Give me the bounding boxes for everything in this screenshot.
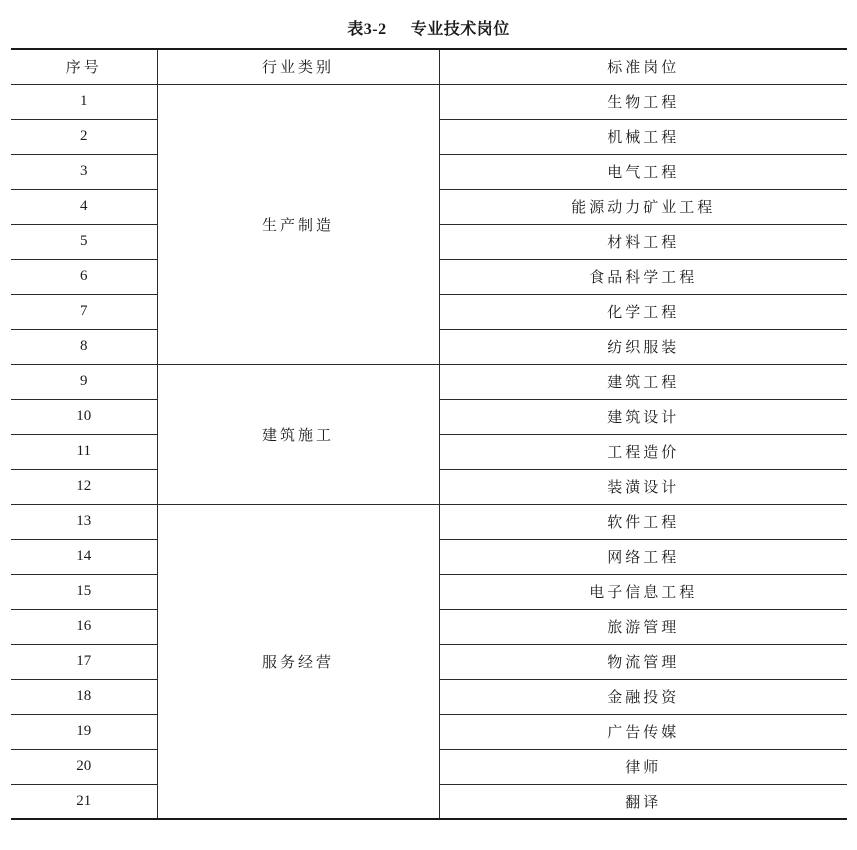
standard-position-cell: 机械工程 bbox=[439, 119, 847, 154]
table-caption-number: 表3-2 bbox=[347, 21, 387, 38]
standard-position-cell: 网络工程 bbox=[439, 539, 847, 574]
row-index-cell: 15 bbox=[11, 574, 157, 609]
row-index-cell: 17 bbox=[11, 644, 157, 679]
standard-position-cell: 物流管理 bbox=[439, 644, 847, 679]
row-index-cell: 3 bbox=[11, 154, 157, 189]
column-header-index: 序号 bbox=[11, 49, 157, 84]
row-index-cell: 16 bbox=[11, 609, 157, 644]
row-index-cell: 10 bbox=[11, 399, 157, 434]
row-index-cell: 8 bbox=[11, 329, 157, 364]
row-index-cell: 1 bbox=[11, 84, 157, 119]
standard-position-cell: 翻译 bbox=[625, 792, 662, 811]
table-row bbox=[11, 364, 847, 399]
table-caption-title: 专业技术岗位 bbox=[410, 19, 510, 38]
table-row bbox=[11, 84, 847, 119]
row-index-cell: 6 bbox=[11, 259, 157, 294]
standard-position-cell: 律师 bbox=[439, 749, 847, 784]
row-index-cell: 14 bbox=[11, 539, 157, 574]
standard-position-cell: 电子信息工程 bbox=[439, 574, 847, 609]
column-header-industry: 行业类别 bbox=[157, 49, 439, 84]
standard-position-cell: 金融投资 bbox=[439, 679, 847, 714]
industry-category-cell: 服务经营 bbox=[157, 504, 439, 819]
row-index-cell: 21 bbox=[11, 784, 157, 819]
positions-table bbox=[11, 48, 847, 820]
row-index-cell: 7 bbox=[11, 294, 157, 329]
standard-position-cell: 建筑工程 bbox=[439, 364, 847, 399]
row-index-cell: 20 bbox=[11, 749, 157, 784]
standard-position-cell: 生物工程 bbox=[439, 84, 847, 119]
row-index-cell: 9 bbox=[11, 364, 157, 399]
row-index-cell: 19 bbox=[11, 714, 157, 749]
standard-position-cell: 旅游管理 bbox=[439, 609, 847, 644]
row-index-cell: 4 bbox=[11, 189, 157, 224]
table-row bbox=[11, 504, 847, 539]
standard-position-cell: 纺织服装 bbox=[439, 329, 847, 364]
row-index-cell: 13 bbox=[11, 504, 157, 539]
table-header-row bbox=[11, 49, 847, 84]
standard-position-cell: 食品科学工程 bbox=[439, 259, 847, 294]
standard-position-cell: 材料工程 bbox=[439, 224, 847, 259]
standard-position-cell: 化学工程 bbox=[439, 294, 847, 329]
row-index-cell: 11 bbox=[11, 434, 157, 469]
row-index-cell: 5 bbox=[11, 224, 157, 259]
standard-position-cell: 工程造价 bbox=[439, 434, 847, 469]
standard-position-cell: 软件工程 bbox=[439, 504, 847, 539]
row-index-cell: 18 bbox=[11, 679, 157, 714]
standard-position-cell: 装潢设计 bbox=[439, 469, 847, 504]
row-index-cell: 12 bbox=[11, 469, 157, 504]
industry-category-cell: 生产制造 bbox=[157, 84, 439, 364]
standard-position-cell: 电气工程 bbox=[439, 154, 847, 189]
table-body bbox=[11, 84, 847, 819]
table-caption bbox=[0, 14, 857, 44]
standard-position-cell: 能源动力矿业工程 bbox=[439, 189, 847, 224]
row-index-cell: 2 bbox=[11, 119, 157, 154]
standard-position-cell: 建筑设计 bbox=[439, 399, 847, 434]
column-header-position: 标准岗位 bbox=[439, 49, 847, 84]
standard-position-cell: 广告传媒 bbox=[439, 714, 847, 749]
industry-category-cell: 建筑施工 bbox=[157, 364, 439, 504]
